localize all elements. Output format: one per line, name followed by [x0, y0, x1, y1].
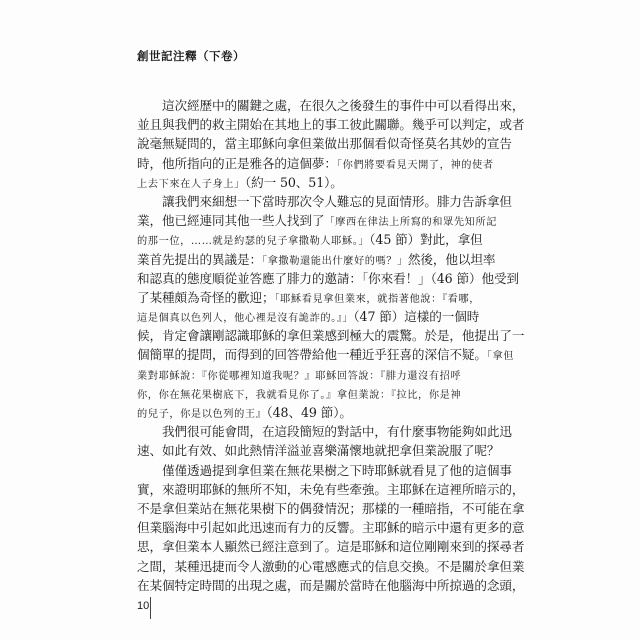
text-line [137, 192, 512, 211]
text-run: （約一 50、51）。 [244, 174, 343, 190]
text-run: 並且與我們的救主開始在其地上的事工彼此關聯。幾乎可以判定，或者 [137, 117, 525, 133]
text-run: （45 節）對此，拿但 [369, 232, 483, 248]
scripture-quote: 業對耶穌說：『你從哪裡知道我呢？』耶穌回答說：『腓力還沒有招呼 [137, 370, 462, 382]
text-line [137, 480, 525, 499]
text-line [137, 384, 503, 403]
text-line [137, 365, 503, 384]
text-run: 這次經歷中的關鍵之處，在很久之後發生的事件中可以看得出來， [162, 98, 525, 113]
scripture-quote: 這是個真以色列人，他心裡是沒有詭詐的。』」 [137, 313, 354, 325]
text-run: 思，拿但業本人顯然已經注意到了。這是耶穌和這位剛剛來到的探尋者 [137, 539, 525, 555]
text-line [137, 154, 503, 173]
scripture-quote: 你，你在無花果樹底下，我就看見你了。』拿但業說：『拉比，你是神 [137, 389, 462, 401]
page-number: 10 [137, 600, 150, 612]
text-line [137, 403, 503, 422]
text-run: 但業腦海中引起如此迅速而有力的反響。主耶穌的暗示中還有更多的意 [137, 520, 525, 536]
text-line [137, 345, 515, 364]
text-line [137, 288, 503, 307]
text-line [137, 250, 503, 269]
folio-rule [150, 597, 151, 619]
text-line [137, 269, 519, 288]
text-run: 個簡單的提問，而得到的回答帶給他一種近乎狂喜的深信不疑。 [137, 347, 487, 363]
text-line [137, 441, 503, 460]
text-line [137, 96, 525, 115]
text-run: （46 節）他受到 [430, 270, 519, 286]
scripture-quote: 的那一位，……就是約瑟的兒子拿撒勒人耶穌。」 [137, 236, 370, 248]
scripture-quote: 「耶穌看見拿但業來，就指著他說：『看哪， [274, 293, 480, 305]
text-run: （48、49 節）。 [266, 405, 352, 420]
text-run: 和認真的態度順從並答應了腓力的邀請： [137, 270, 362, 286]
text-line [137, 557, 525, 576]
text-run: 速、如此有效、如此熱情洋溢並喜樂滿懷地就把拿但業說服了呢？ [137, 443, 500, 459]
text-run: 我們很可能會問，在這段簡短的對話中，有什麼事物能夠如此迅 [162, 424, 512, 440]
running-head: 創世記注釋（下卷） [137, 49, 245, 63]
text-run: 候，肯定會讓剛認識耶穌的拿但業感到極大的震驚。於是，他提出了一 [137, 328, 525, 344]
text-line [137, 211, 503, 230]
text-line [137, 576, 525, 595]
text-run: 然後，他以坦率 [407, 251, 496, 267]
text-line [137, 422, 512, 441]
body-text [137, 96, 525, 595]
text-line [137, 173, 503, 192]
text-line [137, 230, 503, 249]
scripture-quote: 「拿撒勒還能出什麼好的嗎？」 [261, 255, 408, 267]
text-run: 在某個特定時間的出現之處，而是關於當時在他腦海中所掠過的念頭， [137, 577, 525, 593]
text-run: 讓我們來細想一下當時那次令人難忘的見面情形。腓力告訴拿但 [162, 193, 512, 209]
text-run: （47 節）這樣的一個時 [353, 309, 480, 325]
text-line [137, 115, 525, 134]
text-line [137, 461, 512, 480]
text-line [137, 499, 525, 518]
text-run: 了某種頗為奇怪的歡迎； [137, 289, 275, 305]
text-run: 實，來證明耶穌的無所不知，未免有些牽強。主耶穌在這裡所暗示的， [137, 481, 525, 497]
text-run: 說毫無疑問的，當主耶穌向拿但業做出那個看似奇怪莫名其妙的宣告 [137, 136, 512, 152]
scripture-quote: 上去下來在人子身上」 [137, 178, 245, 190]
text-run: 之間，某種迅捷而令人激動的心電感應式的信息交換。不是關於拿但業 [137, 558, 525, 574]
text-run: 「你來看！」 [361, 270, 431, 286]
scripture-quote: 「摩西在律法上所寫的和眾先知所記 [324, 217, 498, 229]
text-line [137, 134, 512, 153]
text-run: 不是拿但業站在無花果樹下的偶發情況；那樣的一種暗指，不可能在拿 [137, 500, 525, 516]
scripture-quote: 「拿但 [486, 351, 515, 363]
text-line [137, 518, 525, 537]
text-run: 業首先提出的異議是： [137, 251, 262, 267]
text-line [137, 307, 503, 326]
text-run: 僅僅透過提到拿但業在無花果樹之下時耶穌就看見了他的這個事 [162, 462, 512, 478]
text-line [137, 537, 525, 556]
text-run: 時，他所指向的正是雅各的這個夢： [137, 155, 337, 171]
text-line [137, 326, 525, 345]
scripture-quote: 「你們將要看見天開了，神的使者 [336, 159, 494, 171]
scripture-quote: 的兒子，你是以色列的王』 [137, 409, 267, 420]
text-run: 業，他已經連同其他一些人找到了 [137, 213, 325, 229]
